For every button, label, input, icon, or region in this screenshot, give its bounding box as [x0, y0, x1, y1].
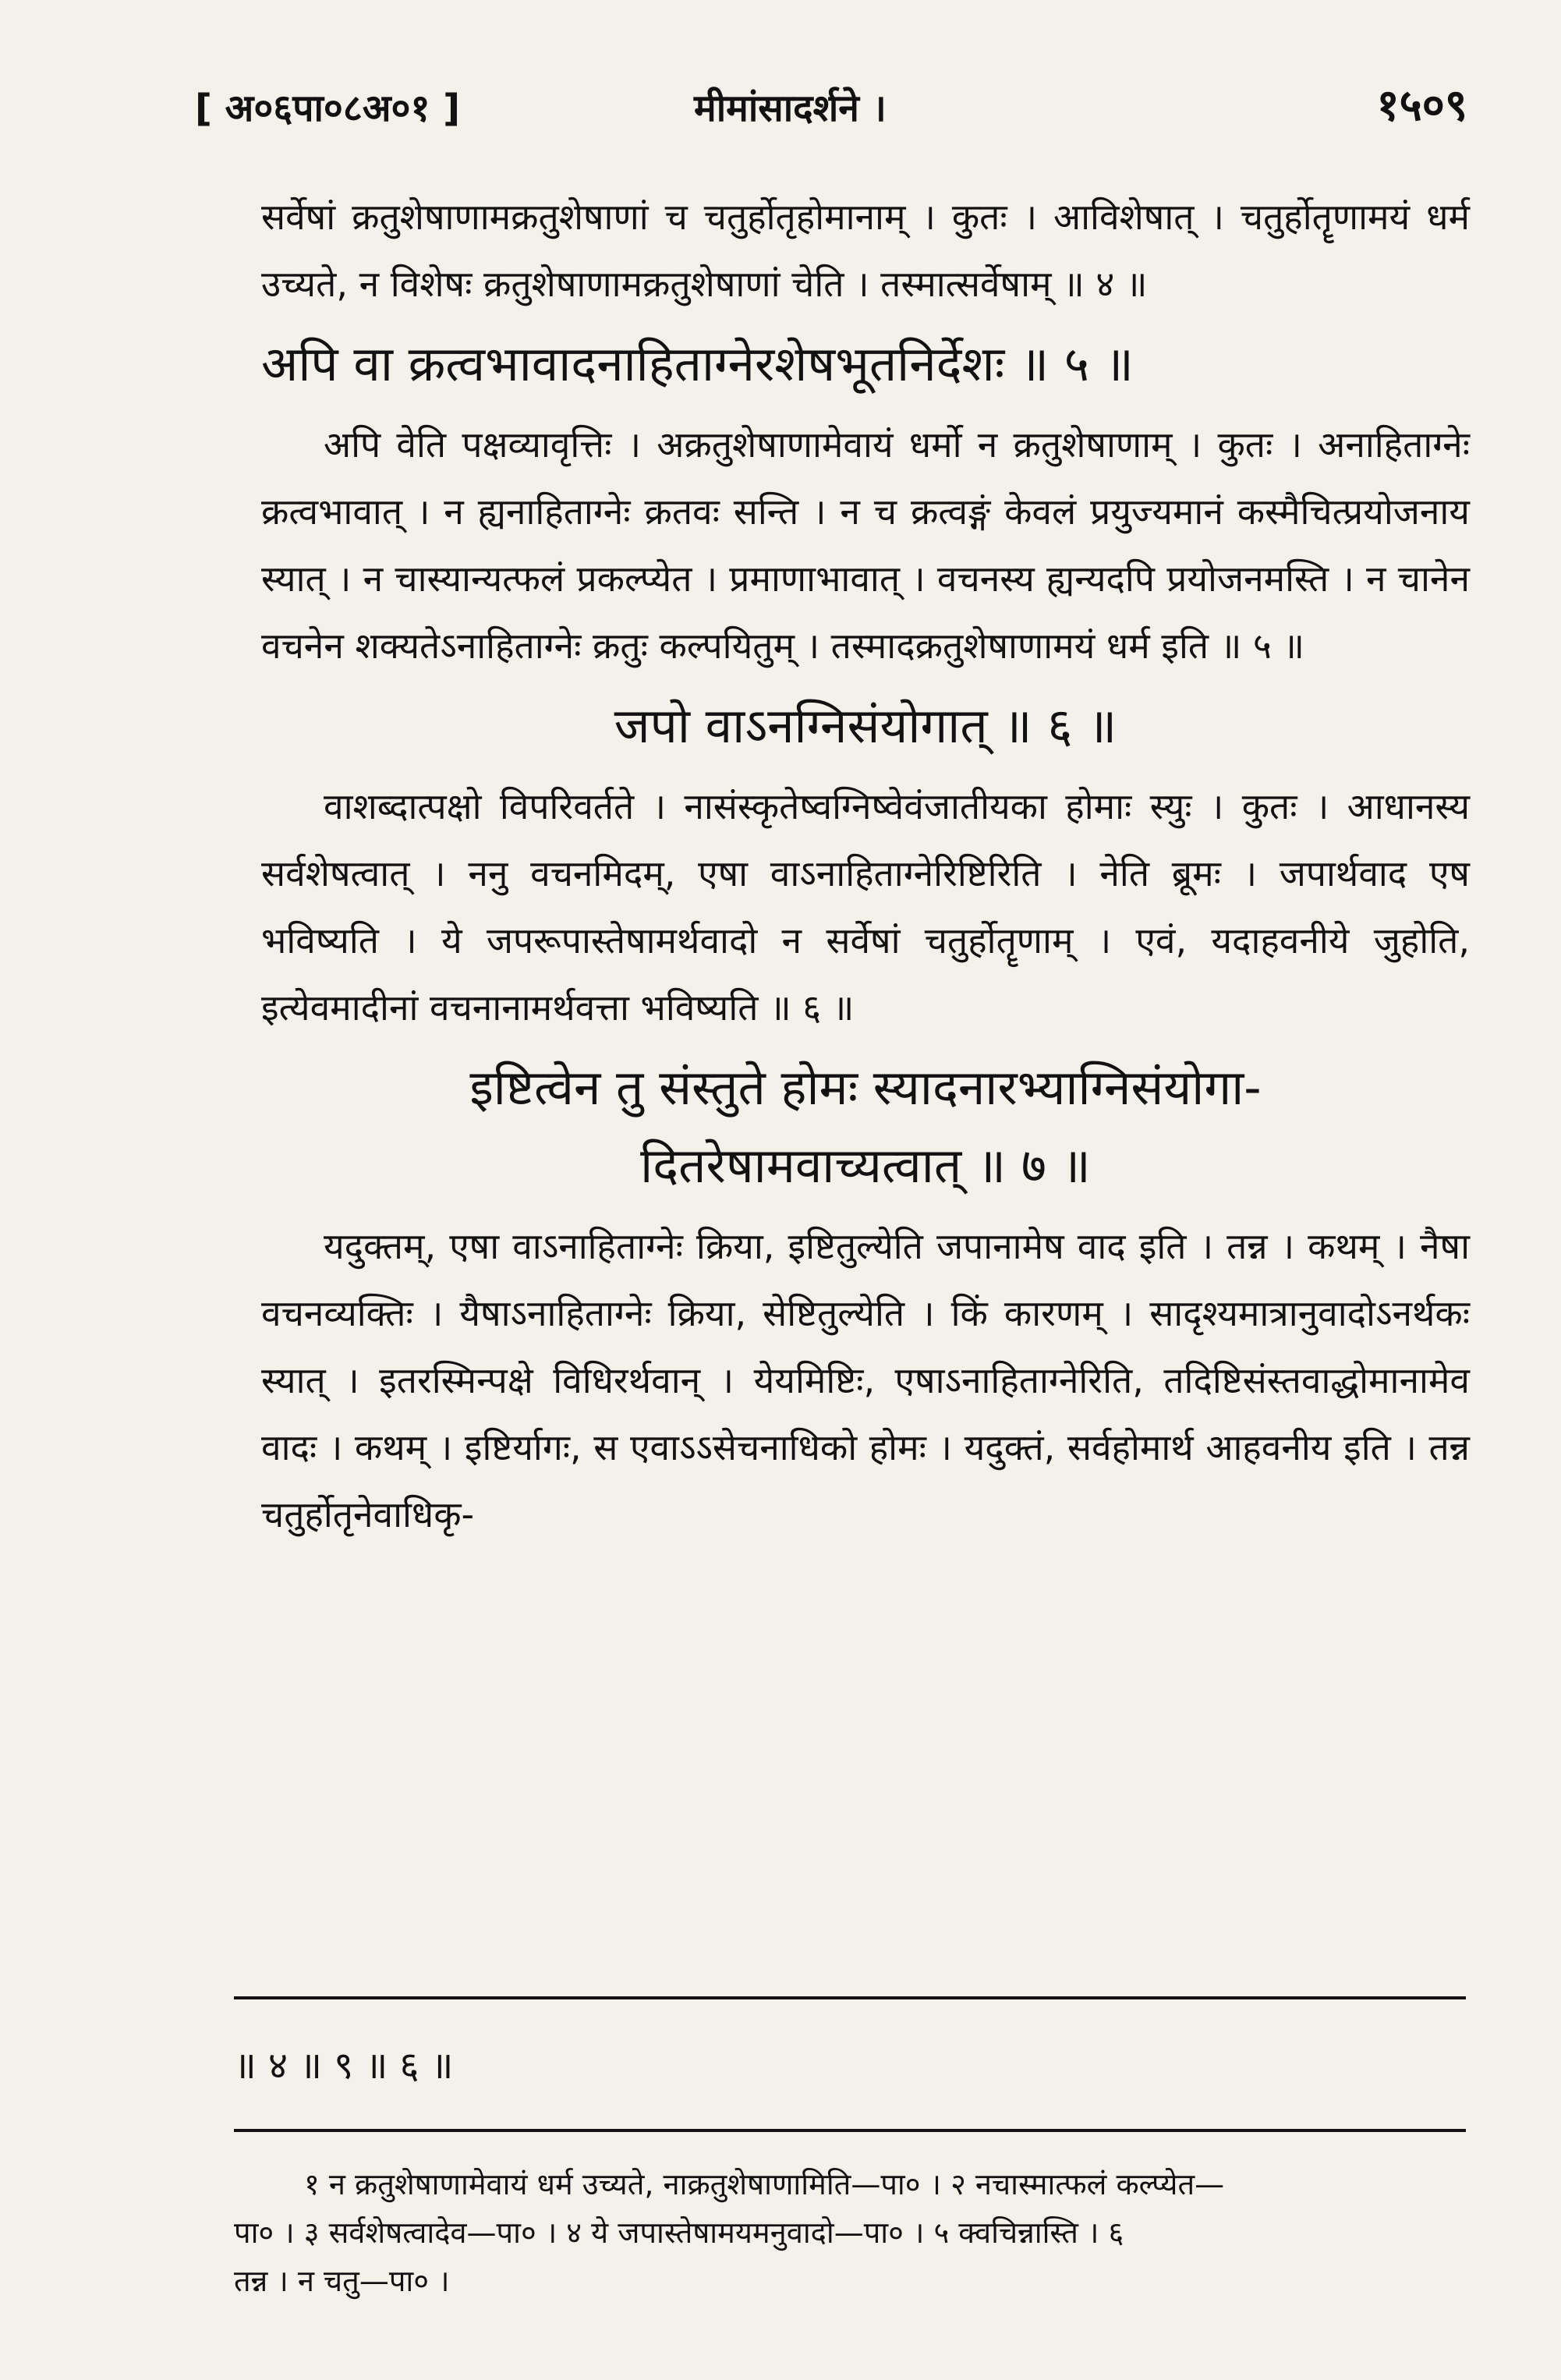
- commentary-paragraph: यदुक्तम्, एषा वाऽनाहिताग्नेः क्रिया, इष्टितुल्येति जपानामेष वाद इति । तन्न । कथम् । नैषा वचनव्यक्तिः । यैषाऽनाहिताग्नेः क्रिया, सेष्टितुल्येति । किं कारणम् । सादृश्यमात्रानुवादोऽनर्थकः स्यात् । इतरस्मिन्पक्षे विधिरर्थवान् । येयमिष्टिः, एषाऽनाहिताग्नेरिति, तदिष्टिसंस्तवाद्धोमानामेव वादः । कथम् । इष्टिर्यागः, स एवाऽऽसेचनाधिको होमः । यदुक्तं, सर्वहोमार्थ आहवनीय इति । तन्न चतुर्होतृनेवाधिकृ-: [261, 1225, 1470, 1535]
- sutra-heading: जपो वाऽनग्निसंयोगात् ॥ ६ ॥: [614, 697, 1117, 754]
- main-text: [261, 183, 1470, 1548]
- commentary-paragraph: वाशब्दात्पक्षो विपरिवर्तते । नासंस्कृतेष्वग्निष्वेवंजातीयका होमाः स्युः । कुतः । आधानस्य सर्वशेषत्वात् । ननु वचनमिदम्, एषा वाऽनाहिताग्नेरिष्टिरिति । नेति ब्रूमः । जपार्थवाद एष भविष्यति । ये जपरूपास्तेषामर्थवादो न सर्वेषां चतुर्होतॄणाम् । एवं, यदाहवनीये जुहोति, इत्येवमादीनां वचनानामर्थवत्ता भविष्यति ॥ ६ ॥: [261, 785, 1470, 1029]
- footnote-line: तन्न । न चतु—पा० ।: [234, 2264, 450, 2298]
- footnote-line: १ न क्रतुशेषाणामेवायं धर्म उच्यते, नाक्रतुशेषाणामिति—पा० । २ नचास्मात्फलं कल्प्येत—: [304, 2167, 1225, 2201]
- section-reference: [ अ०६पा०८अ०१ ]: [195, 87, 461, 130]
- page-header: [195, 74, 1467, 144]
- running-title: मीमांसादर्शने ।: [694, 87, 887, 130]
- page-number: १५०९: [1376, 80, 1467, 131]
- sutra-line: दितरेषामवाच्यत्वात् ॥ ७ ॥: [640, 1137, 1091, 1194]
- sutra-line: इष्टित्वेन तु संस्तुते होमः स्यादनारभ्याग्निसंयोगा-: [469, 1059, 1262, 1116]
- sutra-heading: अपि वा क्रत्वभावादनाहिताग्नेरशेषभूतनिर्देशः ॥ ५ ॥: [261, 335, 1134, 392]
- footnote-line: पा० । ३ सर्वशेषत्वादेव—पा० । ४ ये जपास्तेषामयमनुवादो—पा० । ५ क्वचिन्नास्ति । ६: [234, 2215, 1124, 2250]
- sutra-heading: [261, 1049, 1470, 1205]
- commentary-paragraph: अपि वेति पक्षव्यावृत्तिः । अक्रतुशेषाणामेवायं धर्मो न क्रतुशेषाणाम् । कुतः । अनाहिताग्नेः क्रत्वभावात् । न ह्यनाहिताग्नेः क्रतवः सन्ति । न च क्रत्वङ्गं केवलं प्रयुज्यमानं कस्मैचित्प्रयोजनाय स्यात् । न चास्यान्यत्फलं प्रकल्प्येत । प्रमाणाभावात् । वचनस्य ह्यन्यदपि प्रयोजनमस्ति । न चानेन वचनेन शक्यतेऽनाहिताग्नेः क्रतुः कल्पयितुम् । तस्मादक्रतुशेषाणामयं धर्म इति ॥ ५ ॥: [261, 423, 1470, 667]
- verse-references: ॥ ४ ॥ ९ ॥ ६ ॥: [234, 2044, 454, 2088]
- footnotes: [234, 2160, 1466, 2305]
- commentary-paragraph: सर्वेषां क्रतुशेषाणामक्रतुशेषाणां च चतुर्होतृहोमानाम् । कुतः । आविशेषात् । चतुर्होतॄणामयं धर्म उच्यते, न विशेषः क्रतुशेषाणामक्रतुशेषाणां चेति । तस्मात्सर्वेषाम् ॥ ४ ॥: [261, 196, 1470, 305]
- footnote-divider: [234, 2129, 1466, 2132]
- text-divider: [234, 1996, 1466, 1999]
